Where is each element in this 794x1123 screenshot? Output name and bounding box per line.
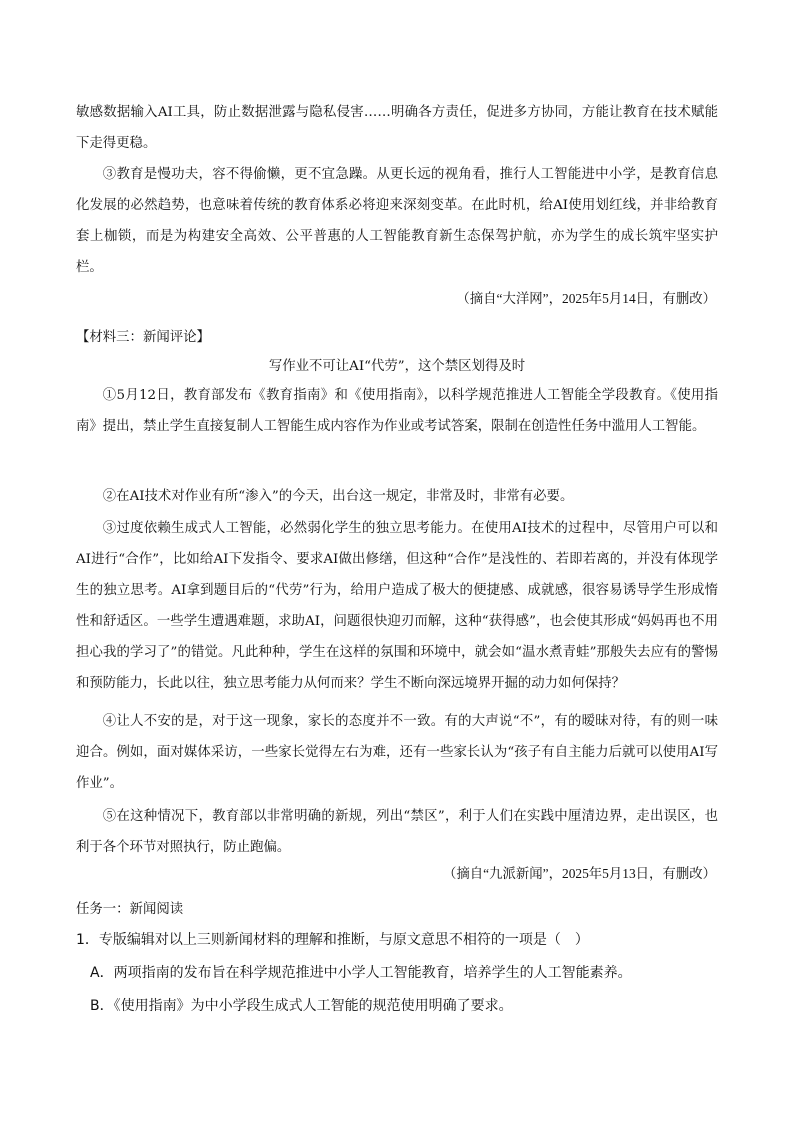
question-1: 1．专版编辑对以上三则新闻材料的理解和推断，与原文意思不相符的一项是（ ） [76,932,589,948]
material3-paragraph-1: ①5月12日，教育部发布《教育指南》和《使用指南》，以科学规范推进人工智能全学段教育。《使用指南》提出，禁止学生直接复制人工智能生成内容作为作业或考试答案，限制在创造性任务中滥用人工智能。 [76,388,718,434]
material2-source: （摘自“大洋网”，2025年5月14日，有删改） [456,291,716,306]
material3-paragraph-4: ④让人不安的是，对于这一现象，家长的态度并不一致。有的大声说“不”，有的暧昧对待，有的则一味迎合。例如，面对媒体采访，一些家长觉得左右为难，还有一些家长认为“孩子有自主能力后就可以使用AI写作业”。 [76,714,718,791]
material3-source: （摘自“九派新闻”，2025年5月13日，有删改） [442,866,716,881]
material2-paragraph-3: ③教育是慢功夫，容不得偷懒，更不宜急躁。从更长远的视角看，推行人工智能进中小学，是教育信息化发展的必然趋势，也意味着传统的教育体系必将迎来深刻变革。在此时机，给AI使用划红线，并非给教育套上枷锁，而是为构建安全高效、公平普惠的人工智能教育新生态保驾护航，亦为学生的成长筑牢坚实护栏。 [76,167,718,275]
question-1-option-b: B．《使用指南》为中小学段生成式人工智能的规范使用明确了要求。 [90,998,513,1014]
material3-paragraph-2: ②在AI技术对作业有所“渗入”的今天，出台这一规定，非常及时，非常有必要。 [102,489,574,504]
material3-paragraph-5: ⑤在这种情况下，教育部以非常明确的新规，列出“禁区”，利于人们在实践中厘清边界，走出误区，也利于各个环节对照执行，防止跑偏。 [76,809,718,855]
material3-headline: 写作业不可让AI“代劳”，这个禁区划得及时 [268,359,526,374]
material3-label: 【材料三：新闻评论】 [76,330,210,345]
task-label: 任务一：新闻阅读 [76,902,184,917]
material2-paragraph-continued: 敏感数据输入AI工具，防止数据泄露与隐私侵害……明确各方责任，促进多方协同，方能让教育在技术赋能下走得更稳。 [76,105,718,151]
material3-paragraph-3: ③过度依赖生成式人工智能，必然弱化学生的独立思考能力。在使用AI技术的过程中，尽管用户可以和AI进行“合作”，比如给AI下发指令、要求AI做出修缮，但这种“合作”是浅性的、若即若离的，并没有体现学生的独立思考。AI拿到题目后的“代劳”行为，给用户造成了极大的便捷感、成就感，很容易诱导学生形成惰性和舒适区。一些学生遭遇难题，求助AI，问题很快迎刃而解，这种“获得感”，也会使其形成“妈妈再也不用担心我的学习了”的错觉。凡此种种，学生在这样的氛围和环境中，就会如“温水煮青蛙”那般失去应有的警惕和预防能力，长此以往，独立思考能力从何而来？学生不断向深远境界开掘的动力如何保持？ [76,521,718,691]
question-1-option-a: A．两项指南的发布旨在科学规范推进中小学人工智能教育，培养学生的人工智能素养。 [90,965,632,981]
